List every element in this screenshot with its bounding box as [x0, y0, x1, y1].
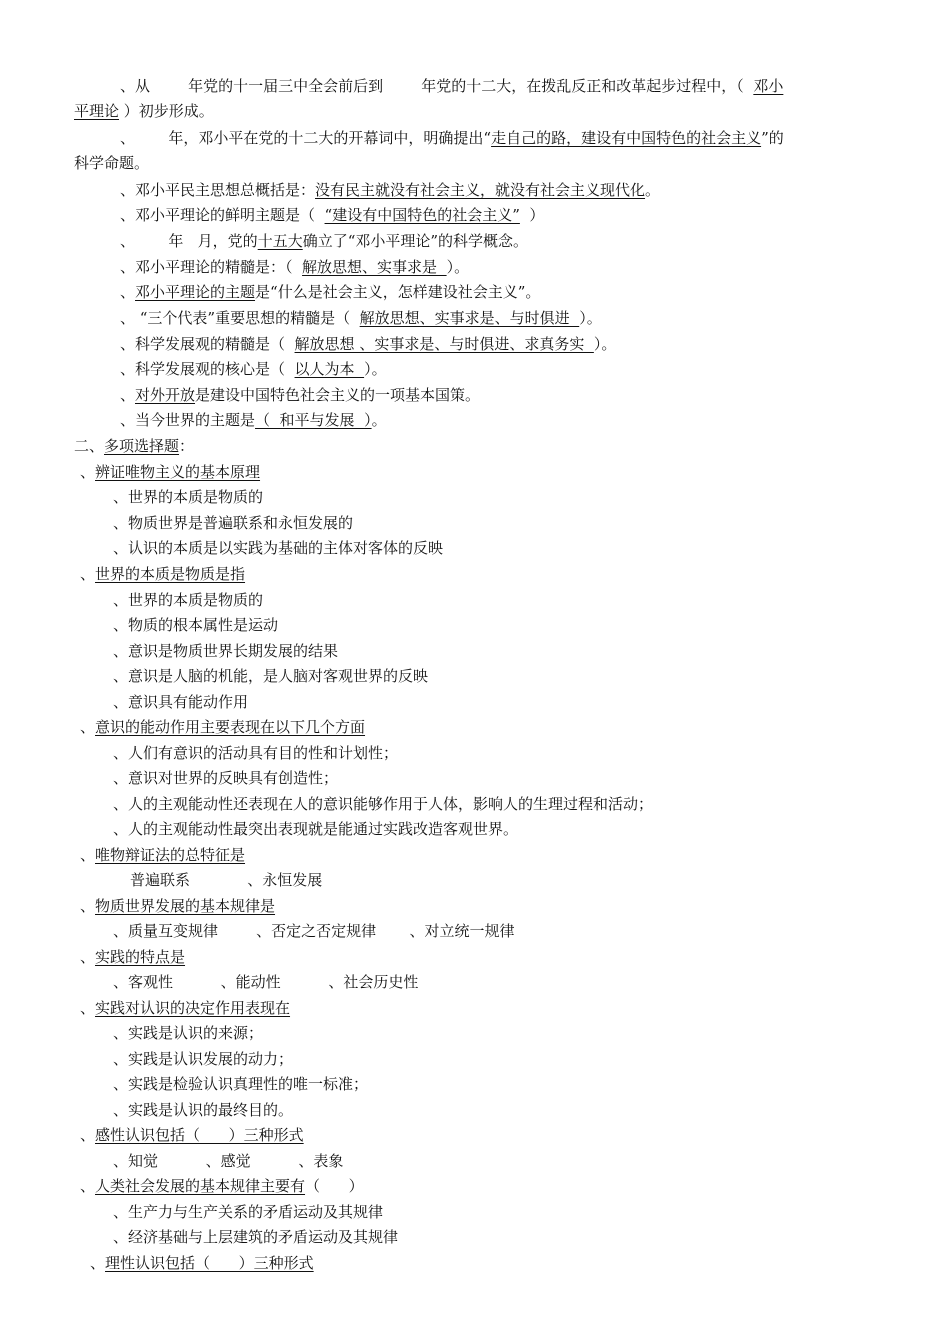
underlined-text: 解放思想、实事求是、与时俱进 — [359, 309, 580, 327]
text-line — [120, 334, 616, 354]
text-segment: 、实践是认识的最终目的。 — [113, 1101, 294, 1119]
text-segment: 是“什么是社会主义，怎样建设社会主义”。 — [255, 283, 541, 301]
text-segment: 、实践是认识发展的动力； — [113, 1050, 294, 1068]
text-line — [120, 231, 528, 251]
text-segment: 科学命题。 — [74, 154, 150, 172]
underlined-text: 邓小 — [753, 77, 784, 95]
text-line — [113, 615, 278, 635]
text-line — [113, 666, 428, 686]
text-segment: ）。 — [446, 258, 470, 276]
text-segment: 、当今世界的主题是 — [120, 411, 256, 429]
text-segment: ： — [179, 437, 195, 455]
text-segment: 二、 — [74, 437, 105, 455]
text-line — [74, 101, 214, 121]
text-segment: （ ） — [305, 1177, 364, 1195]
text-segment: ）。 — [593, 335, 617, 353]
text-segment: 、人们有意识的活动具有目的性和计划性； — [113, 744, 399, 762]
text-segment: 、邓小平民主思想总概括是： — [120, 181, 316, 199]
text-line — [113, 692, 248, 712]
text-segment: ） — [519, 206, 545, 224]
text-segment: 、 — [80, 1126, 96, 1144]
text-line — [80, 1176, 364, 1196]
underlined-text: 多项选择题 — [104, 437, 180, 455]
text-line — [113, 1049, 293, 1069]
text-segment: 、世界的本质是物质的 — [113, 591, 264, 609]
text-line — [113, 538, 443, 558]
underlined-text: 十五大 — [257, 232, 303, 250]
underlined-text: 解放思想、实事求是 — [302, 258, 447, 276]
text-segment: 、意识具有能动作用 — [113, 693, 249, 711]
text-line — [113, 768, 338, 788]
underlined-text: 实践对认识的决定作用表现在 — [95, 999, 291, 1017]
text-segment: 。 — [645, 181, 661, 199]
text-line — [120, 385, 480, 405]
text-segment: 、 — [80, 565, 96, 583]
underlined-text: 对外开放 — [135, 386, 196, 404]
text-segment: 、 — [90, 1254, 106, 1272]
text-segment: 、邓小平理论的精髓是：（ — [120, 258, 303, 276]
underlined-text: 没有民主就没有社会主义，就没有社会主义现代化 — [315, 181, 646, 199]
text-segment: 、意识对世界的反映具有创造性； — [113, 769, 339, 787]
text-line — [113, 1227, 398, 1247]
underlined-text: 人类社会发展的基本规律主要有 — [95, 1177, 306, 1195]
text-segment: ）。 — [364, 360, 387, 378]
text-line — [113, 487, 263, 507]
text-line — [113, 1074, 368, 1094]
text-line — [113, 921, 515, 941]
text-line — [90, 1253, 314, 1273]
text-segment: 、客观性 、能动性 、社会历史性 — [113, 973, 419, 991]
text-line — [113, 641, 338, 661]
text-segment: 、认识的本质是以实践为基础的主体对客体的反映 — [113, 539, 444, 557]
text-line — [120, 128, 784, 148]
underlined-text: 辨证唯物主义的基本原理 — [95, 463, 261, 481]
text-segment: 、 年 月，党的 — [120, 232, 258, 250]
text-line — [120, 76, 783, 96]
text-line — [120, 180, 660, 200]
text-segment: 、 — [80, 1177, 96, 1195]
underlined-text: 走自己的路，建设有中国特色的社会主义 — [491, 129, 762, 147]
text-segment: 、 — [120, 386, 136, 404]
text-segment: 、人的主观能动性最突出表现就是能通过实践改造客观世界。 — [113, 820, 519, 838]
underlined-text: 意识的能动作用主要表现在以下几个方面 — [95, 718, 366, 736]
text-line — [113, 1202, 383, 1222]
text-line — [80, 896, 275, 916]
text-segment: 、 “三个代表”重要思想的精髓是（ — [120, 309, 360, 327]
text-line — [113, 513, 353, 533]
text-segment: 、人的主观能动性还表现在人的意识能够作用于人体，影响人的生理过程和活动； — [113, 795, 654, 813]
underlined-text: 世界的本质是物质是指 — [95, 565, 246, 583]
text-line — [80, 717, 365, 737]
text-segment: 、经济基础与上层建筑的矛盾运动及其规律 — [113, 1228, 399, 1246]
text-line — [130, 870, 322, 890]
text-segment: 确立了“邓小平理论”的科学概念。 — [302, 232, 529, 250]
text-segment: 、从 年党的十一届三中全会前后到 年党的十二大，在拨乱反正和改革起步过程中，（ — [120, 77, 754, 95]
text-segment: 、生产力与生产关系的矛盾运动及其规律 — [113, 1203, 384, 1221]
text-segment: 、邓小平理论的鲜明主题是（ — [120, 206, 325, 224]
text-line — [120, 205, 544, 225]
underlined-text: 物质世界发展的基本规律是 — [95, 897, 276, 915]
text-segment: 、 — [80, 463, 96, 481]
text-segment: 、物质的根本属性是运动 — [113, 616, 279, 634]
text-line — [120, 282, 540, 302]
underlined-text: 唯物辩证法的总特征是 — [95, 846, 246, 864]
text-segment: ）初步形成。 — [119, 102, 214, 120]
text-segment: 、知觉 、感觉 、表象 — [113, 1152, 344, 1170]
text-line — [113, 743, 398, 763]
text-segment: 、实践是检验认识真理性的唯一标准； — [113, 1075, 369, 1093]
text-segment: 、 年，邓小平在党的十二大的开幕词中，明确提出“ — [120, 129, 492, 147]
text-line — [120, 257, 469, 277]
text-segment: 、质量互变规律 、否定之否定规律 、对立统一规律 — [113, 922, 515, 940]
text-segment: 、科学发展观的精髓是（ — [120, 335, 295, 353]
underlined-text: 感性认识包括（ ）三种形式 — [95, 1126, 304, 1144]
text-line — [113, 972, 418, 992]
underlined-text: 平理论 — [74, 102, 120, 120]
text-segment: 。 — [371, 411, 387, 429]
text-segment: ）。 — [579, 309, 602, 327]
text-line — [80, 1125, 304, 1145]
text-segment: 、 — [80, 897, 96, 915]
text-segment: 、 — [80, 948, 96, 966]
text-line — [80, 564, 245, 584]
text-line — [120, 308, 602, 328]
text-line — [80, 947, 185, 967]
text-line — [113, 1100, 293, 1120]
underlined-text: “建设有中国特色的社会主义” — [324, 206, 520, 224]
underlined-text: 实践的特点是 — [95, 948, 186, 966]
text-segment: 、世界的本质是物质的 — [113, 488, 264, 506]
underlined-text: 以人为本 — [294, 360, 365, 378]
text-line — [80, 998, 290, 1018]
text-line — [120, 359, 387, 379]
text-line — [74, 436, 194, 456]
text-line — [113, 1151, 343, 1171]
text-line — [113, 819, 518, 839]
text-line — [74, 153, 149, 173]
text-segment: 、物质世界是普遍联系和永恒发展的 — [113, 514, 354, 532]
underlined-text: 解放思想 、实事求是、与时俱进、求真务实 — [294, 335, 594, 353]
underlined-text: （ 和平与发展 ） — [255, 411, 372, 429]
text-line — [80, 462, 260, 482]
text-segment: 、意识是人脑的机能，是人脑对客观世界的反映 — [113, 667, 429, 685]
text-line — [113, 794, 653, 814]
text-segment: 普遍联系 、永恒发展 — [130, 871, 323, 889]
underlined-text: 邓小平理论的主题 — [135, 283, 256, 301]
text-line — [113, 590, 263, 610]
text-line — [120, 410, 387, 430]
text-segment: 、意识是物质世界长期发展的结果 — [113, 642, 339, 660]
text-line — [80, 845, 245, 865]
text-segment: 、 — [120, 283, 136, 301]
underlined-text: 理性认识包括（ ）三种形式 — [105, 1254, 314, 1272]
text-segment: 、 — [80, 999, 96, 1017]
text-segment: 、实践是认识的来源； — [113, 1024, 264, 1042]
text-line — [113, 1023, 263, 1043]
text-segment: 、 — [80, 718, 96, 736]
text-segment: ”的 — [761, 129, 784, 147]
text-segment: 、科学发展观的核心是（ — [120, 360, 295, 378]
text-segment: 是建设中国特色社会主义的一项基本国策。 — [195, 386, 481, 404]
text-segment: 、 — [80, 846, 96, 864]
